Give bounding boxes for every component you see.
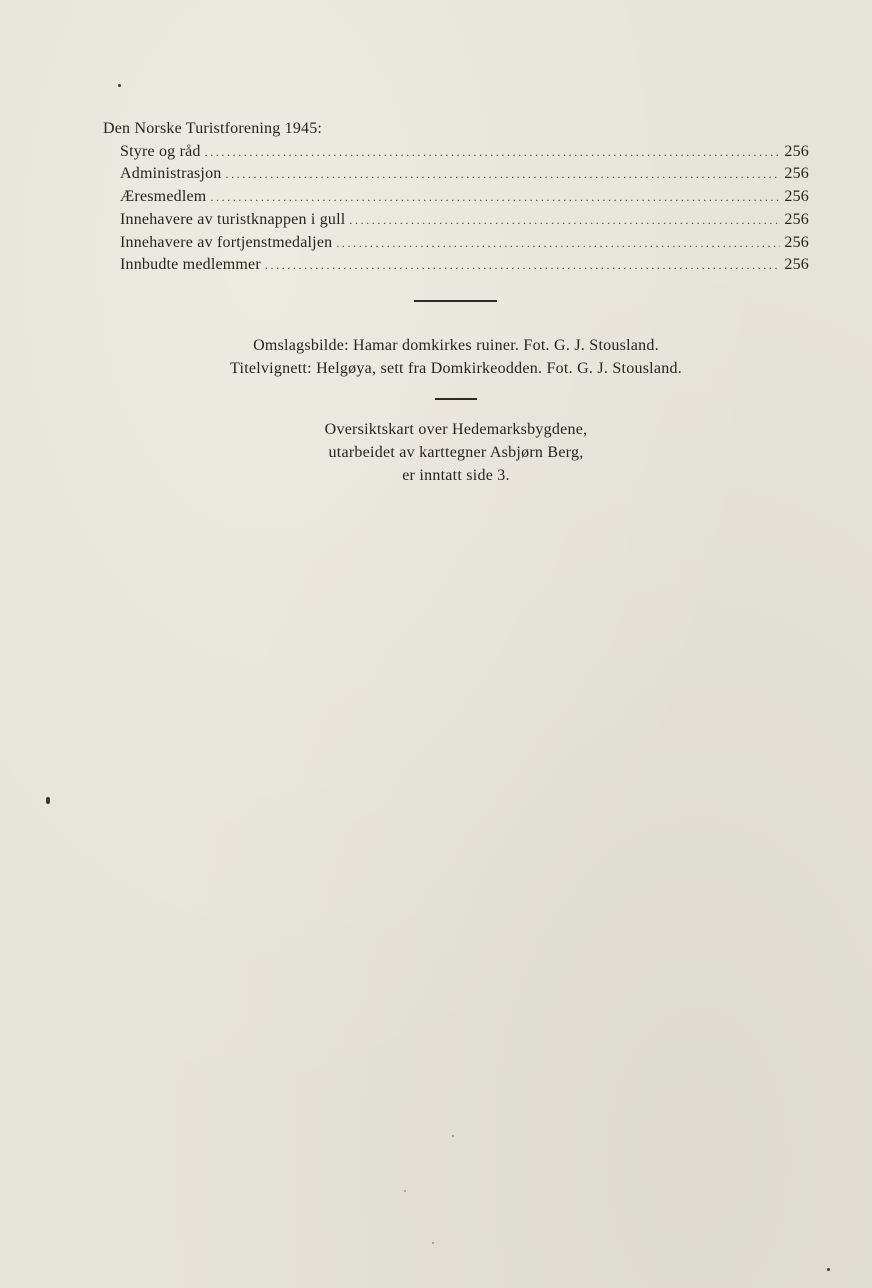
toc-entry-label: Innehavere av turistknappen i gull: [120, 210, 346, 228]
short-divider: [435, 398, 477, 400]
toc-entry-list: [103, 141, 809, 277]
toc-entry-label: Æresmedlem: [120, 188, 207, 206]
toc-dot-leader: [210, 186, 780, 209]
toc-entry-page: 256: [784, 188, 809, 206]
toc-entry: [120, 254, 809, 277]
paper-speck: [827, 1268, 830, 1271]
title-vignette-credit: Titelvignett: Helgøya, sett fra Domkirkeodden. Fot. G. J. Stousland.: [230, 359, 682, 377]
cover-photo-credit: Omslagsbilde: Hamar domkirkes ruiner. Fot. G. J. Stousland.: [253, 337, 659, 354]
photo-credits: [120, 335, 792, 380]
toc-entry-page: 256: [784, 165, 809, 183]
toc-dot-leader: [205, 141, 781, 164]
toc-entry: [120, 141, 809, 164]
toc-entry: [120, 209, 809, 232]
table-of-contents: [103, 118, 809, 277]
paper-speck: [118, 84, 121, 87]
toc-entry-page: 256: [784, 256, 809, 274]
toc-dot-leader: [225, 163, 780, 186]
toc-dot-leader: [349, 209, 780, 232]
toc-entry-label: Innbudte medlemmer: [120, 256, 261, 274]
toc-entry-label: Innehavere av fortjenstmedaljen: [120, 233, 333, 251]
toc-entry: [120, 232, 809, 255]
paper-speck: [46, 797, 50, 804]
map-note-line: utarbeidet av karttegner Asbjørn Berg,: [328, 444, 584, 461]
toc-dot-leader: [265, 254, 781, 277]
section-divider: [414, 300, 497, 302]
paper-speck: [452, 1135, 454, 1137]
toc-entry: [120, 163, 809, 186]
paper-speck: [432, 1242, 434, 1244]
toc-entry-label: Styre og råd: [120, 142, 201, 160]
paper-speck: [404, 1190, 406, 1192]
toc-heading: Den Norske Turistforening 1945:: [103, 120, 323, 137]
toc-entry-page: 256: [784, 142, 809, 160]
toc-entry-page: 256: [784, 233, 809, 251]
toc-entry: [120, 186, 809, 209]
toc-dot-leader: [336, 232, 780, 255]
toc-entry-page: 256: [784, 210, 809, 228]
map-note-line: Oversiktskart over Hedemarksbygdene,: [324, 421, 588, 438]
toc-entry-label: Administrasjon: [120, 165, 222, 183]
map-note: [200, 418, 712, 487]
map-note-line: er inntatt side 3.: [402, 467, 510, 484]
